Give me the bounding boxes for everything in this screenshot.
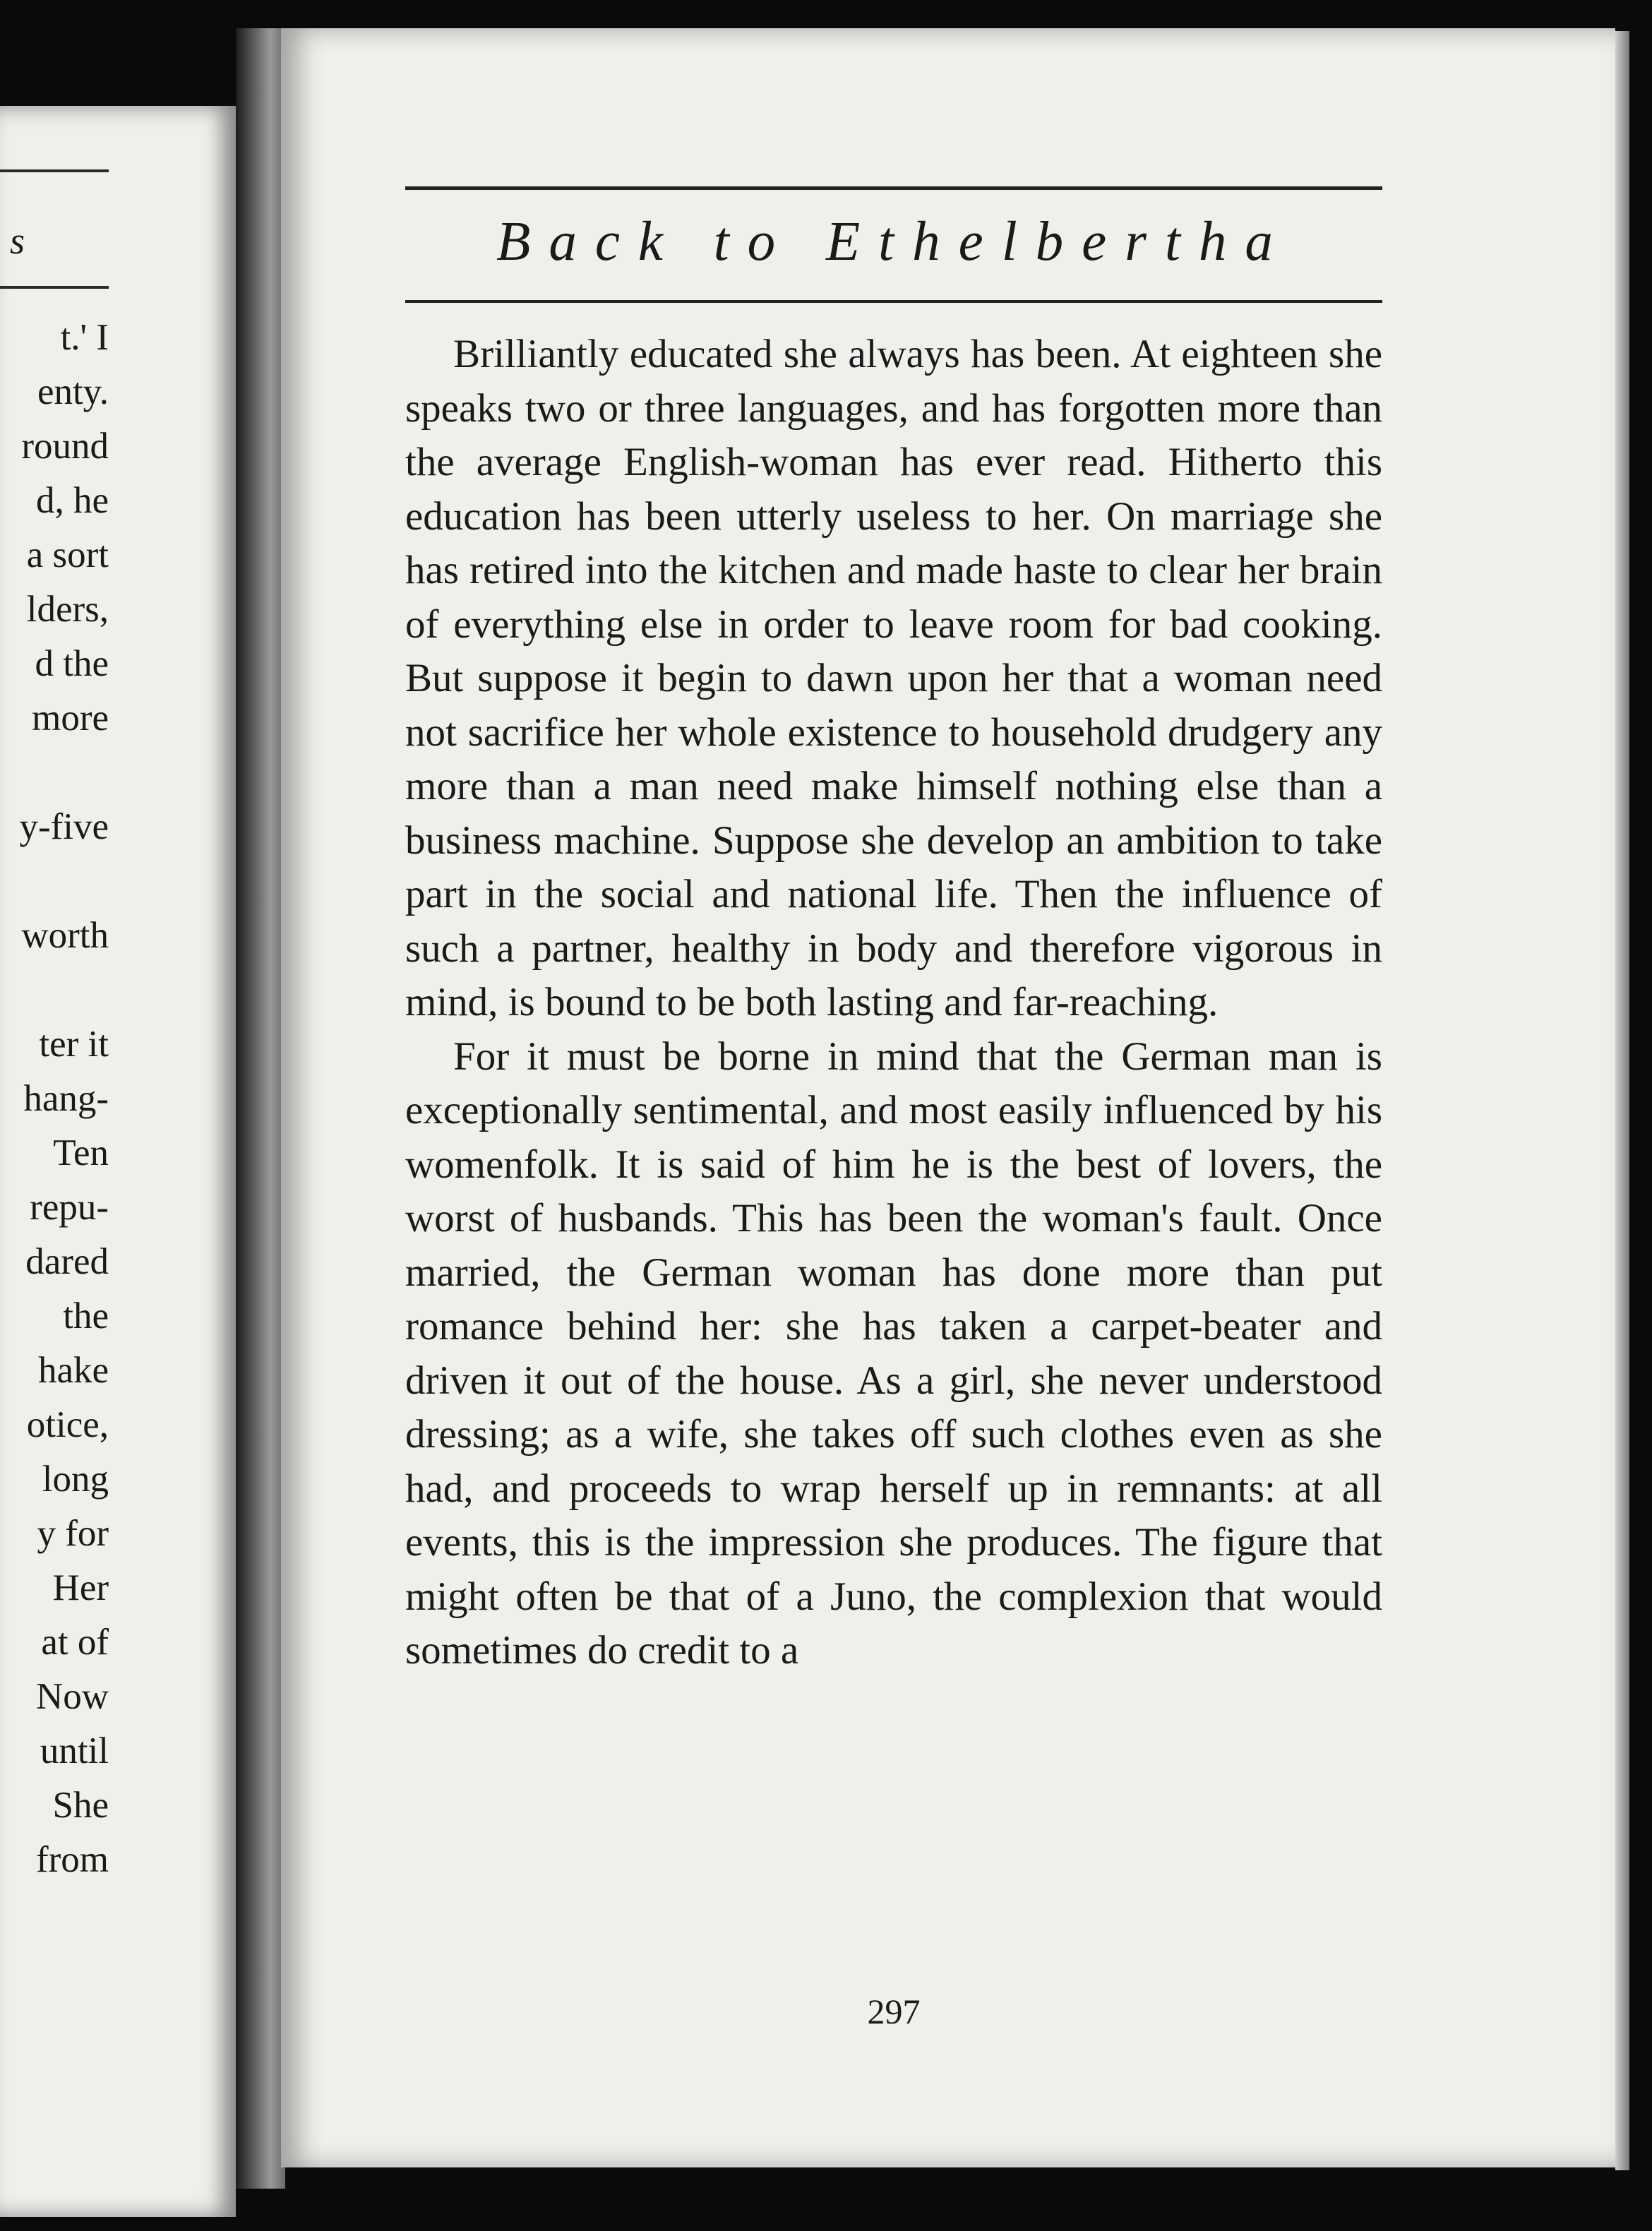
paragraph: Brilliantly educated she always has been. At eighteen she speaks two or three languages, and has forgotten more than the average English-woman has ever read. Hitherto this education has been utterly useless to her. On marriage she has retired into the kitchen and made haste to clear her brain of everything else in order to leave room for bad cooking. But suppose it begin to dawn upon her that a woman need not sacrifice her whole existence to household drudgery any more than a man need make himself nothing else than a business machine. Suppose she develop an ambition to take part in the social and national life. Then the influence of such a partner, healthy in body and therefore vigorous in mind, is bound to be both lasting and far-reaching.: [405, 332, 1382, 1024]
left-line: more: [32, 698, 109, 738]
left-line: [0, 854, 109, 909]
left-line: enty.: [37, 371, 109, 412]
left-text-fragments: [0, 311, 109, 1887]
left-line: dared: [25, 1241, 109, 1282]
running-head: Back to Ethelbertha: [496, 211, 1291, 273]
left-header-rule-top: [0, 169, 109, 172]
left-line: [0, 746, 109, 800]
left-line: She: [52, 1785, 109, 1826]
left-line: otice,: [26, 1404, 109, 1445]
left-line: long: [42, 1459, 109, 1500]
left-header-rule-bottom: [0, 286, 109, 289]
left-line: Ten: [53, 1132, 109, 1173]
left-line: ter it: [39, 1024, 109, 1065]
left-line: at of: [41, 1622, 109, 1663]
previous-page: [0, 106, 236, 2217]
left-line: lders,: [26, 589, 109, 630]
left-line: Now: [35, 1676, 109, 1717]
left-line: repu-: [30, 1187, 109, 1228]
header-rule-bottom: [405, 300, 1382, 303]
page-number: 297: [867, 1992, 921, 2031]
paragraph: For it must be borne in mind that the German man is exceptionally sentimental, and most easily influenced by his womenfolk. It is said of him he is the best of lovers, the worst of husbands. This has been the woman's fault. Once married, the German woman has done more than put romance behind her: she has taken a carpet-beater and driven it out of the house. As a girl, she never understood dressing; as a wife, she takes off such clothes even as she had, and proceeds to wrap herself up in remnants: at all events, this is the impression she produces. The figure that might often be that of a Juno, the complexion that would sometimes do credit to a: [405, 1034, 1382, 1673]
left-line: from: [35, 1839, 109, 1880]
left-line: worth: [21, 915, 109, 956]
left-line: d, he: [35, 480, 109, 521]
left-line: Her: [52, 1567, 109, 1608]
left-line: y for: [37, 1513, 109, 1554]
left-running-head-fragment: s: [10, 220, 25, 262]
header-rule-top: [405, 186, 1382, 190]
page-edge: [1615, 31, 1629, 2170]
left-line: y-five: [19, 806, 109, 847]
left-line: the: [63, 1296, 109, 1336]
left-line: hake: [37, 1350, 109, 1391]
body-text: [405, 328, 1382, 1678]
left-line: t.' I: [60, 317, 109, 358]
left-line: [0, 963, 109, 1017]
left-line: a sort: [26, 534, 109, 575]
book-gutter: [236, 28, 285, 2189]
current-page: [281, 28, 1615, 2167]
left-line: hang-: [23, 1078, 109, 1119]
left-line: until: [40, 1730, 109, 1771]
left-line: round: [21, 426, 109, 467]
left-line: d the: [35, 643, 109, 684]
